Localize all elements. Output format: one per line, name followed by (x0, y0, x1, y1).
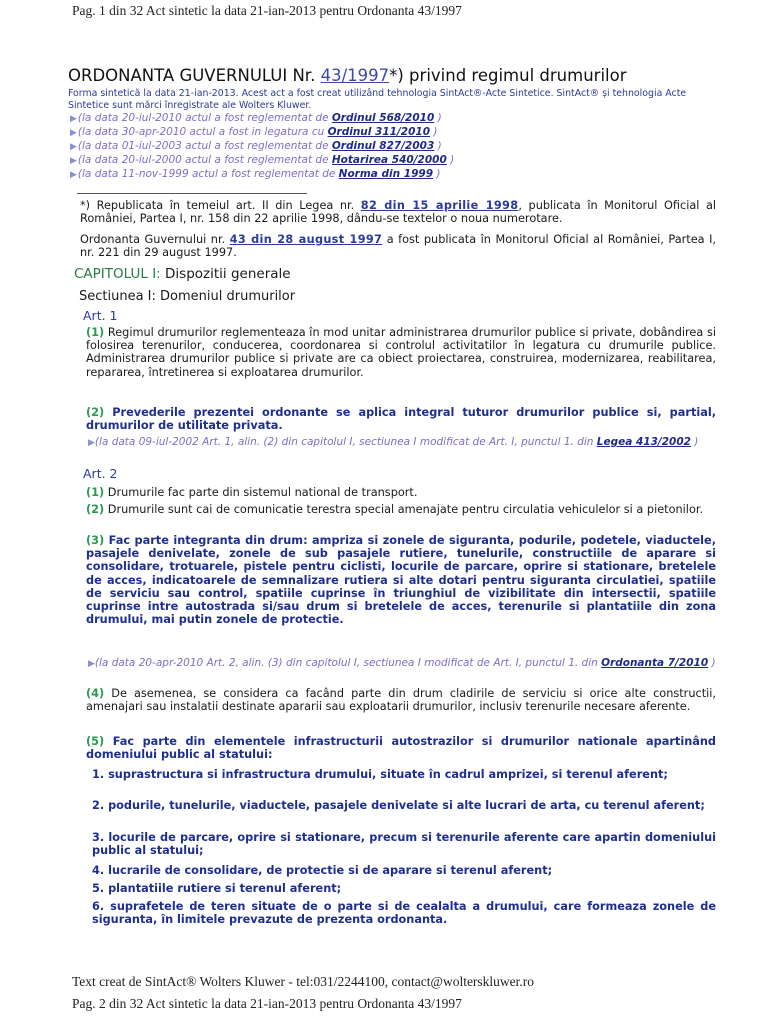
list-item: 1. suprastructura si infrastructura drumului, situate în cadrul amprizei, si terenul aferent; (92, 768, 668, 781)
article-2-paragraph-5: (5) Fac parte din elementele infrastructurii autostrazilor si drumurilor nationale apartinând domeniului public al statului: (86, 735, 716, 762)
arrow-right-icon: ▶ (70, 114, 77, 124)
amendment-link[interactable]: Ordonanta 7/2010 (601, 657, 709, 669)
section-heading: Sectiunea I: Domeniul drumurilor (79, 289, 296, 304)
title-prefix: ORDONANTA GUVERNULUI Nr. (68, 66, 321, 85)
law-link[interactable]: 82 din 15 aprilie 1998 (360, 199, 519, 212)
article-2-paragraph-3: (3) Fac parte integranta din drum: ampriza si zonele de siguranta, podurile, podetele, viaductele, pasajele denivelate, zonele de sub pasajele rutiere, tunelurile, constructiile de aparare si consolidare, trotuarele, pistele pentru ciclisti, locurile de parcare, oprire si stationare, bretelele de acces, indicatoarele de semnalizare rutiera si alte dotari pentru siguranta circulatiei, spatiile de serviciu sau control, spatiile cuprinse în triunghiul de vizibilitate din intersectii, spatiile cuprinse intre autostrada si/sau drum si bretelele de acces, terenurile si plantatiile din zona drumului, mai putin zonele de protectie. (86, 534, 716, 627)
synthetic-form-note: Forma sintetică la data 21-ian-2013. Acest act a fost creat utilizând tehnologia SintAct®-Acte Sintetice. SintAct® și tehnologia Acte Sintetice sunt mărci înregistrate ale Wolters Kluwer. (68, 88, 687, 111)
arrow-right-icon: ▶ (70, 156, 77, 166)
history-link[interactable]: Norma din 1999 (338, 168, 434, 180)
article-2-title: Art. 2 (83, 466, 118, 481)
chapter-heading: CAPITOLUL I: Dispozitii generale (74, 266, 291, 282)
history-item[interactable]: ▶(la data 11-nov-1999 actul a fost reglementat de Norma din 1999 ) (70, 168, 441, 180)
title-number-link[interactable]: 43/1997 (320, 66, 390, 85)
list-item: 4. lucrarile de consolidare, de protectie si de aparare si terenul aferent; (92, 864, 553, 877)
article-1-paragraph-1: (1) Regimul drumurilor reglementeaza în mod unitar administrarea drumurilor publice si private, dobândirea si folosirea terenurilor, conducerea, coordonarea si controlul activitatilor în legatura cu drumurile publice. Administrarea drumurilor publice si private are ca obiect proiectarea, construirea, modernizarea, reabilitarea, repararea, întretinerea si exploatarea drumurilor. (86, 326, 716, 379)
list-item: 6. suprafetele de teren situate de o parte si de cealalta a drumului, care formeaza zonele de siguranta, în limitele prevazute de prezenta ordonanta. (92, 900, 716, 927)
arrow-right-icon: ▶ (88, 659, 95, 669)
arrow-right-icon: ▶ (88, 438, 95, 448)
article-2-paragraph-2: (2) Drumurile sunt cai de comunicatie terestra special amenajate pentru circulatia vehiculelor si a pietonilor. (86, 503, 704, 516)
article-1-title: Art. 1 (83, 308, 118, 323)
article-1-amendment-note: ▶(la data 09-iul-2002 Art. 1, alin. (2) din capitolul I, sectiunea I modificat de Art. I, punctul 1. din Legea 413/2002 ) (88, 436, 699, 448)
article-2-paragraph-4: (4) De asemenea, se considera ca facând parte din drum cladirile de serviciu si orice alte constructii, amenajari sau instalatii destinate apararii sau exploatarii drumurilor, inclusiv terenurile necesare aferente. (86, 687, 716, 714)
history-list (70, 112, 720, 182)
arrow-right-icon: ▶ (70, 128, 77, 138)
document-title (68, 66, 627, 85)
list-item: 3. locurile de parcare, oprire si stationare, precum si terenurile aferente care apartin domeniului public al statului; (92, 831, 716, 858)
history-item[interactable]: ▶(la data 30-apr-2010 actul a fost in legatura cu Ordinul 311/2010 ) (70, 126, 438, 138)
article-1-paragraph-2: (2) Prevederile prezentei ordonante se aplica integral tuturor drumurilor publice si, partial, drumurilor de utilitate privata. (86, 406, 716, 433)
history-item[interactable]: ▶(la data 20-iul-2010 actul a fost reglementat de Ordinul 568/2010 ) (70, 112, 442, 124)
title-suffix: *) privind regimul drumurilor (389, 66, 627, 85)
ordinance-link[interactable]: 43 din 28 august 1997 (229, 233, 383, 246)
article-2-paragraph-1: (1) Drumurile fac parte din sistemul national de transport. (86, 486, 418, 499)
history-item[interactable]: ▶(la data 01-iul-2003 actul a fost reglementat de Ordinul 827/2003 ) (70, 140, 442, 152)
footnote-republication: *) Republicata în temeiul art. II din Legea nr. 82 din 15 aprilie 1998, publicata în Monitorul Oficial al României, Partea I, nr. 158 din 22 aprilie 1998, dându-se textelor o noua numerotare. (80, 199, 716, 226)
page-header: Pag. 1 din 32 Act sintetic la data 21-ian-2013 pentru Ordonanta 43/1997 (72, 3, 462, 18)
history-link[interactable]: Hotarirea 540/2000 (331, 154, 447, 166)
arrow-right-icon: ▶ (70, 142, 77, 152)
list-item: 2. podurile, tunelurile, viaductele, pasajele denivelate si alte lucrari de arta, cu terenul aferent; (92, 799, 705, 812)
history-link[interactable]: Ordinul 827/2003 (331, 140, 435, 152)
next-page-header: Pag. 2 din 32 Act sintetic la data 21-ian-2013 pentru Ordonanta 43/1997 (72, 996, 462, 1011)
history-link[interactable]: Ordinul 311/2010 (327, 126, 431, 138)
amendment-link[interactable]: Legea 413/2002 (596, 436, 691, 448)
footnote-publication: Ordonanta Guvernului nr. 43 din 28 august 1997 a fost publicata în Monitorul Oficial al României, Partea I, nr. 221 din 29 august 1997. (80, 233, 716, 260)
history-item[interactable]: ▶(la data 20-iul-2000 actul a fost reglementat de Hotarirea 540/2000 ) (70, 154, 455, 166)
list-item: 5. plantatiile rutiere si terenul aferent; (92, 882, 342, 895)
arrow-right-icon: ▶ (70, 170, 77, 180)
footnote-divider (77, 193, 307, 194)
article-2-amendment-note: ▶(la data 20-apr-2010 Art. 2, alin. (3) din capitolul I, sectiunea I modificat de Art. I, punctul 1. din Ordonanta 7/2010 ) (88, 657, 716, 669)
footer-credit: Text creat de SintAct® Wolters Kluwer - tel:031/2244100, contact@wolterskluwer.ro (72, 974, 535, 989)
history-link[interactable]: Ordinul 568/2010 (331, 112, 435, 124)
